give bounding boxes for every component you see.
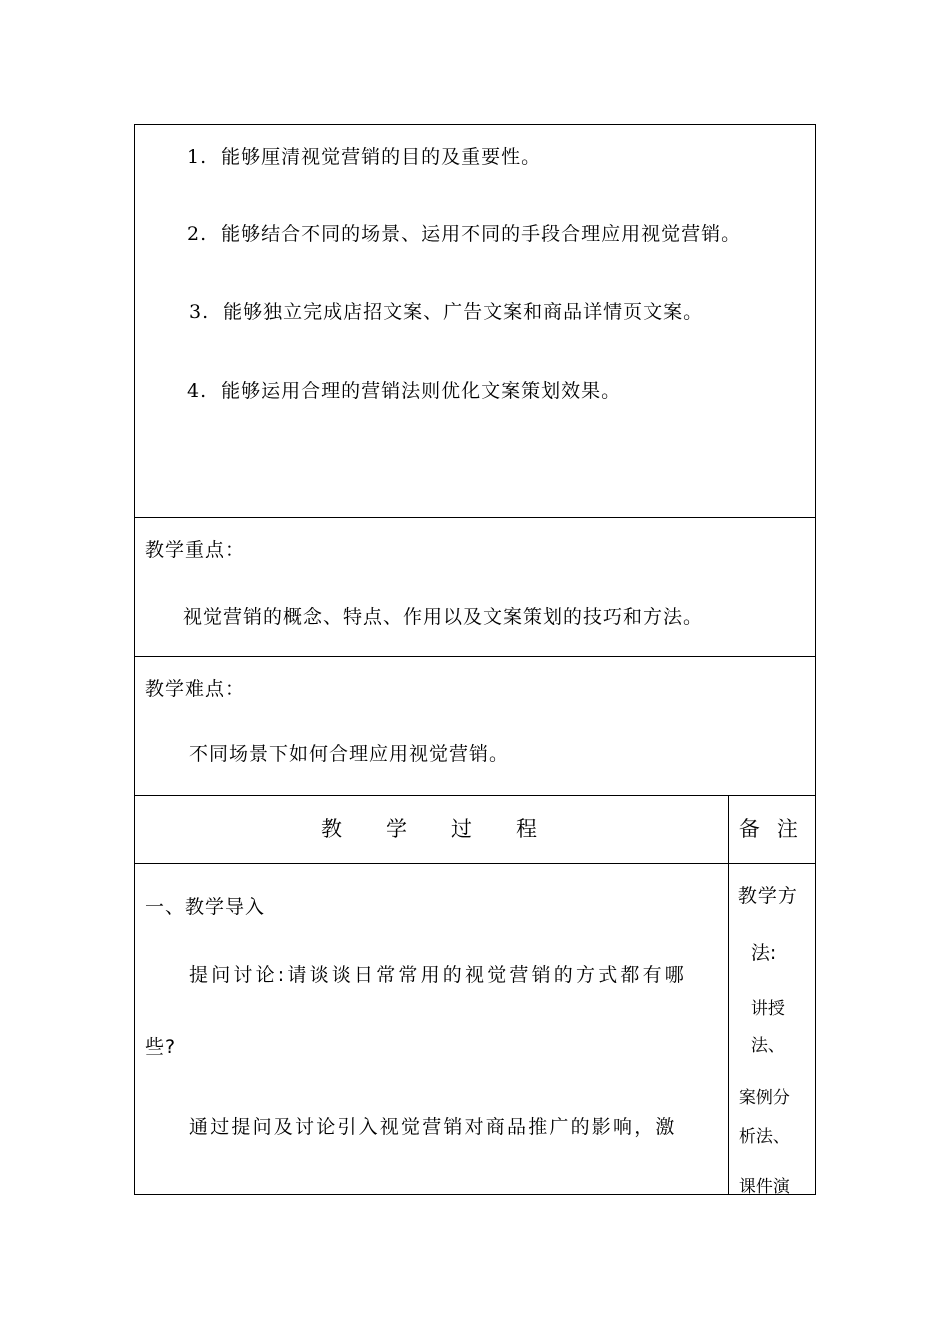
- lesson-plan-table: [134, 124, 816, 1195]
- notes-line: 法:: [750, 942, 777, 964]
- notes-line: 案例分: [738, 1088, 790, 1108]
- objective-number: 4.: [187, 380, 208, 402]
- objectives-row: [135, 125, 816, 518]
- notes-title-char: 注: [776, 817, 798, 841]
- process-title-char: 学: [386, 817, 407, 841]
- key-points-heading: 教学重点：: [145, 539, 246, 561]
- objective-text: 能够厘清视觉营销的目的及重要性。: [221, 146, 542, 168]
- intro-heading: 一、教学导入: [145, 896, 266, 918]
- process-header-cell: [135, 796, 729, 864]
- process-title-char: 教: [321, 817, 342, 841]
- key-points-cell: [135, 518, 816, 657]
- notes-line: 法、: [750, 1036, 785, 1056]
- objective-number: 3.: [189, 301, 210, 323]
- objective-text: 能够独立完成店招文案、广告文案和商品详情页文案。: [223, 301, 704, 323]
- notes-line: 教学方: [737, 885, 798, 907]
- notes-header-cell: [728, 796, 815, 864]
- process-title: [321, 813, 581, 843]
- notes-body-cell: [728, 864, 815, 1195]
- objective-text: 能够运用合理的营销法则优化文案策划效果。: [221, 380, 622, 402]
- paragraph-line: 提问讨论:请谈谈日常常用的视觉营销的方式都有哪: [189, 964, 688, 986]
- difficulties-body: 不同场景下如何合理应用视觉营销。: [189, 743, 510, 765]
- objective-item: [187, 219, 741, 246]
- process-title-char: 程: [516, 817, 537, 841]
- objective-item: [187, 376, 621, 403]
- objective-text: 能够结合不同的场景、运用不同的手段合理应用视觉营销。: [221, 223, 742, 245]
- objective-item: [187, 142, 541, 169]
- key-points-row: [135, 518, 816, 657]
- objective-number: 2.: [187, 223, 208, 245]
- difficulties-heading: 教学难点：: [145, 678, 246, 700]
- objective-number: 1.: [187, 146, 208, 168]
- difficulties-cell: [135, 657, 816, 796]
- notes-title: [739, 813, 815, 843]
- notes-line: 课件演: [738, 1177, 790, 1197]
- paragraph-line: 些?: [145, 1036, 177, 1058]
- process-header-row: [135, 796, 816, 864]
- process-title-char: 过: [451, 817, 472, 841]
- notes-title-char: 备: [738, 817, 760, 841]
- paragraph-line: 通过提问及讨论引入视觉营销对商品推广的影响，激: [189, 1116, 677, 1138]
- notes-line: 讲授: [750, 999, 785, 1019]
- objectives-cell: [135, 125, 816, 518]
- key-points-body: 视觉营销的概念、特点、作用以及文案策划的技巧和方法。: [183, 606, 704, 628]
- difficulties-row: [135, 657, 816, 796]
- process-body-cell: [135, 864, 729, 1195]
- notes-line: 析法、: [738, 1127, 790, 1147]
- process-body-row: [135, 864, 816, 1195]
- objective-item: [189, 297, 703, 324]
